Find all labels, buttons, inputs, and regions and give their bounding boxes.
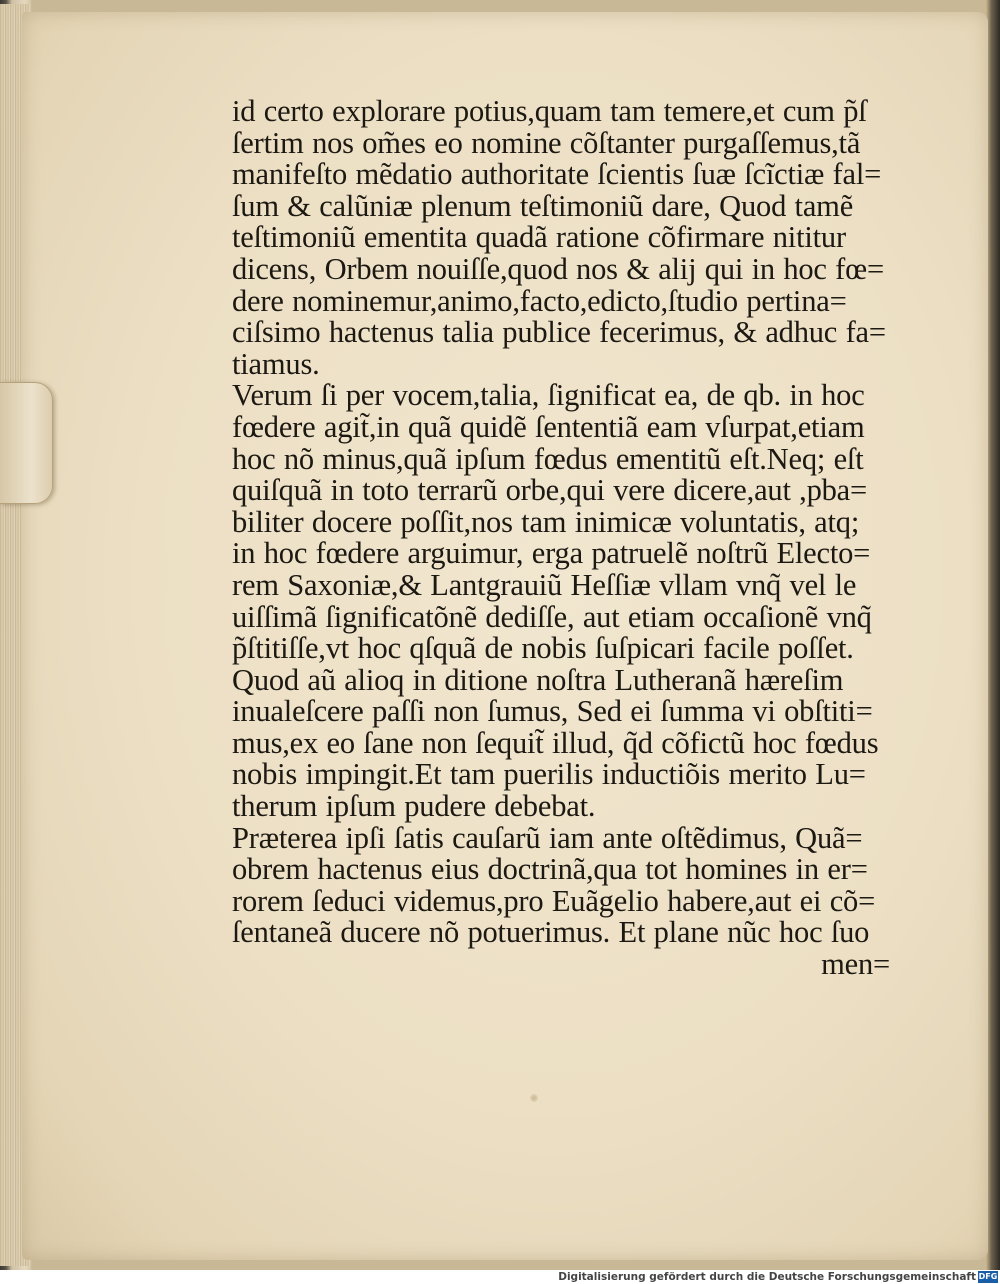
paper-spot [530, 1094, 538, 1102]
text-line: rem Saxoniæ,& Lantgrauiũ Heſſiæ vllam vnq̃ vel le [232, 567, 857, 602]
digitization-credit: Digitalisierung gefördert durch die Deutsche Forschungsgemeinschaft [558, 1271, 976, 1283]
text-line: rorem ſeduci videmus,pro Euãgelio habere,aut ei cõ= [232, 883, 876, 918]
body-text [232, 96, 894, 981]
text-line: dere nominemur,animo,facto,edicto,ſtudio pertina= [232, 283, 847, 318]
text-line: p̃ſtitiſſe,vt hoc qſquã de nobis ſuſpicari facile poſſet. [232, 631, 854, 666]
text-line: ſertim nos om̃es eo nomine cõſtanter purgaſſemus,tã [232, 125, 861, 160]
text-line: nobis impingit.Et tam puerilis inductiõis merito Lu= [232, 757, 866, 792]
text-line: quiſquã in toto terrarũ orbe,qui vere dicere,aut ,pba= [232, 473, 868, 508]
text-line: Verum ſi per vocem,talia, ſignificat ea, de qb. in hoc [232, 378, 865, 413]
text-line: teſtimoniũ ementita quadã ratione cõfirmare nititur [232, 220, 846, 255]
dfg-logo: DFG [978, 1272, 998, 1281]
text-line: ſum & calũniæ plenum teſtimoniũ dare, Quod tamẽ [232, 188, 854, 223]
text-line: in hoc fœdere arguimur, erga patruelẽ noſtrũ Electo= [232, 536, 871, 571]
text-line: biliter docere poſſit,nos tam inimicæ voluntatis, atq; [232, 504, 860, 539]
catchword: men= [821, 947, 890, 982]
text-line: therum ipſum pudere debebat. [232, 789, 596, 824]
text-line: obrem hactenus eius doctrinã,qua tot homines in er= [232, 852, 868, 887]
text-line: id certo explorare potius,quam tam temere,et cum p̃ſ [232, 94, 867, 128]
footer-bar [0, 1270, 1000, 1284]
text-line: hoc nõ minus,quã ipſum fœdus ementitũ eſt.Neq; eſt [232, 441, 864, 476]
text-line: tiamus. [232, 346, 320, 381]
text-line: Præterea ipſi ſatis cauſarũ iam ante oſtẽdimus, Quã= [232, 820, 863, 855]
text-line: fœdere agit̃,in quã quidẽ ſententiã eam vſurpat,etiam [232, 409, 865, 444]
text-line: dicens, Orbem nouiſſe,quod nos & alij qui in hoc fœ= [232, 251, 884, 286]
text-line: uiſſimã ſignificatõnẽ dediſſe, aut etiam occaſionẽ vnq̃ [232, 599, 872, 634]
binding-edge [986, 0, 1000, 1270]
text-line: Quod aũ alioq in ditione noſtra Lutheranã hæreſim [232, 662, 844, 697]
text-line: inualeſcere paſſi non ſumus, Sed ei ſumma vi obſtiti= [232, 694, 873, 729]
text-line: ſentaneã ducere nõ potuerimus. Et plane nũc hoc ſuo [232, 915, 870, 950]
page-tab [0, 382, 53, 504]
text-line: ciſsimo hactenus talia publice fecerimus, & adhuc fa= [232, 315, 886, 350]
text-line: manifeſto mẽdatio authoritate ſcientis ſuæ ſcĩctiæ fal= [232, 157, 882, 192]
text-line: mus,ex eo ſane non ſequit̃ illud, q̃d cõfictũ hoc fœdus [232, 725, 879, 760]
